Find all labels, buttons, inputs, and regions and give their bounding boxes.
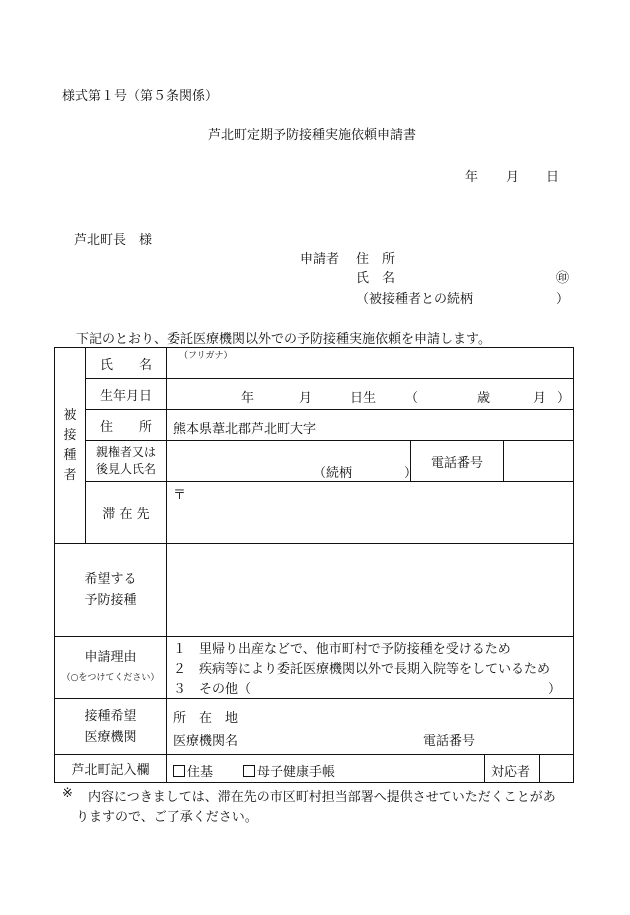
- row-address: [55, 410, 574, 441]
- guardian-field[interactable]: [167, 441, 418, 482]
- check-resident[interactable]: [173, 761, 213, 780]
- reason-option-2[interactable]: ２ 疾病等により委託医療機関以外で長期入院等をしているため: [173, 662, 551, 677]
- guardian-label-line2: 後見人氏名: [95, 462, 156, 476]
- guardian-phone-label: 電話番号: [411, 441, 504, 482]
- addressee: 芦北町長 様: [74, 233, 153, 248]
- clinic-label: [55, 699, 167, 755]
- furigana-label: （フリガナ）: [179, 351, 233, 361]
- guardian-phone-field[interactable]: [504, 441, 574, 482]
- row-name: [55, 348, 574, 379]
- row-reason: [55, 637, 574, 699]
- address-label: 住 所: [86, 410, 167, 441]
- applicant-name-label: 氏 名: [356, 271, 396, 286]
- vaccine-label: [55, 544, 167, 637]
- date-month: 月: [506, 170, 520, 185]
- date-year: 年: [465, 170, 479, 185]
- vaccine-label-line2: 予防接種: [84, 593, 137, 608]
- reason-note: （○をつけてください）: [61, 672, 160, 683]
- row-vaccine: [55, 544, 574, 637]
- age-open: （: [405, 391, 419, 406]
- applicant-address-label: 住 所: [356, 252, 396, 267]
- note-line-1: 内容につきましては、滞在先の市区町村担当部署へ提供させていただくことがあ: [88, 790, 556, 805]
- reason-option-1[interactable]: １ 里帰り出産などで、他市町村で予防接種を受けるため: [173, 642, 511, 657]
- clinic-label-line2: 医療機関: [84, 729, 137, 745]
- guardian-relation: （続柄 ）: [313, 466, 418, 481]
- stay-field[interactable]: [167, 482, 574, 544]
- check-handbook-label: 母子健康手帳: [257, 765, 336, 780]
- page-title: 芦北町定期予防接種実施依頼申請書: [208, 128, 417, 143]
- dob-year: 年: [241, 391, 255, 406]
- guardian-label-line1: 親権者又は: [95, 445, 156, 459]
- check-handbook[interactable]: [243, 761, 335, 780]
- age-close: ）: [557, 391, 571, 406]
- dob-month: 月: [299, 391, 313, 406]
- clinic-label-line1: 接種希望: [84, 708, 137, 724]
- form-number: 様式第１号（第５条関係）: [62, 89, 219, 104]
- office-label: 芦北町記入欄: [55, 755, 167, 783]
- clinic-field[interactable]: [167, 699, 574, 755]
- age-months: 月: [533, 391, 547, 406]
- address-value: 熊本県葦北郡芦北町大字: [173, 422, 317, 437]
- vaccine-field[interactable]: [167, 544, 574, 637]
- reason-field[interactable]: [167, 637, 574, 699]
- vaccine-label-line1: 希望する: [84, 572, 137, 587]
- dob-label: 生年月日: [86, 379, 167, 410]
- clinic-phone-label: 電話番号: [423, 734, 476, 749]
- row-guardian: [55, 441, 574, 482]
- handler-cell: [485, 755, 574, 783]
- applicant-label: 申請者: [300, 252, 340, 267]
- reason-label-cell: [55, 637, 167, 699]
- guardian-label: [86, 441, 167, 482]
- note-mark: ※: [62, 786, 73, 801]
- row-dob: [55, 379, 574, 410]
- intro-text: 下記のとおり、委託医療機関以外での予防接種実施依頼を申請します。: [76, 332, 491, 347]
- dob-field[interactable]: [167, 379, 574, 410]
- handler-label: 対応者: [491, 765, 531, 780]
- checkbox-icon: [243, 765, 255, 777]
- clinic-location-label: 所 在 地: [173, 711, 239, 726]
- check-resident-label: 住基: [187, 765, 214, 780]
- reason-close: ）: [548, 682, 562, 697]
- row-office: [55, 755, 574, 783]
- reason-label: 申請理由: [84, 649, 137, 665]
- recipient-header: [55, 348, 86, 544]
- relation-close: ）: [556, 292, 570, 307]
- checkbox-icon: [173, 765, 185, 777]
- dob-day: 日生: [350, 391, 377, 406]
- row-clinic: [55, 699, 574, 755]
- name-field[interactable]: [167, 348, 574, 379]
- row-stay: [55, 482, 574, 544]
- age-years: 歳: [477, 391, 491, 406]
- relation-label: （被接種者との続柄: [356, 292, 474, 307]
- office-checks: [167, 755, 485, 783]
- recipient-header-text: 被 接 種 者: [63, 407, 77, 483]
- application-form-table: [54, 347, 574, 783]
- handler-divider: [539, 755, 540, 782]
- name-label: 氏 名: [86, 348, 167, 379]
- stay-label: 滞 在 先: [86, 482, 167, 544]
- address-field[interactable]: [167, 410, 574, 441]
- note-line-2: りますので、ご了承ください。: [76, 810, 258, 825]
- clinic-name-label: 医療機関名: [173, 734, 239, 749]
- date-day: 日: [546, 170, 560, 185]
- seal-mark: ㊞: [556, 271, 570, 286]
- reason-option-3[interactable]: ３ その他（: [173, 682, 252, 697]
- postal-mark: 〒: [173, 488, 187, 503]
